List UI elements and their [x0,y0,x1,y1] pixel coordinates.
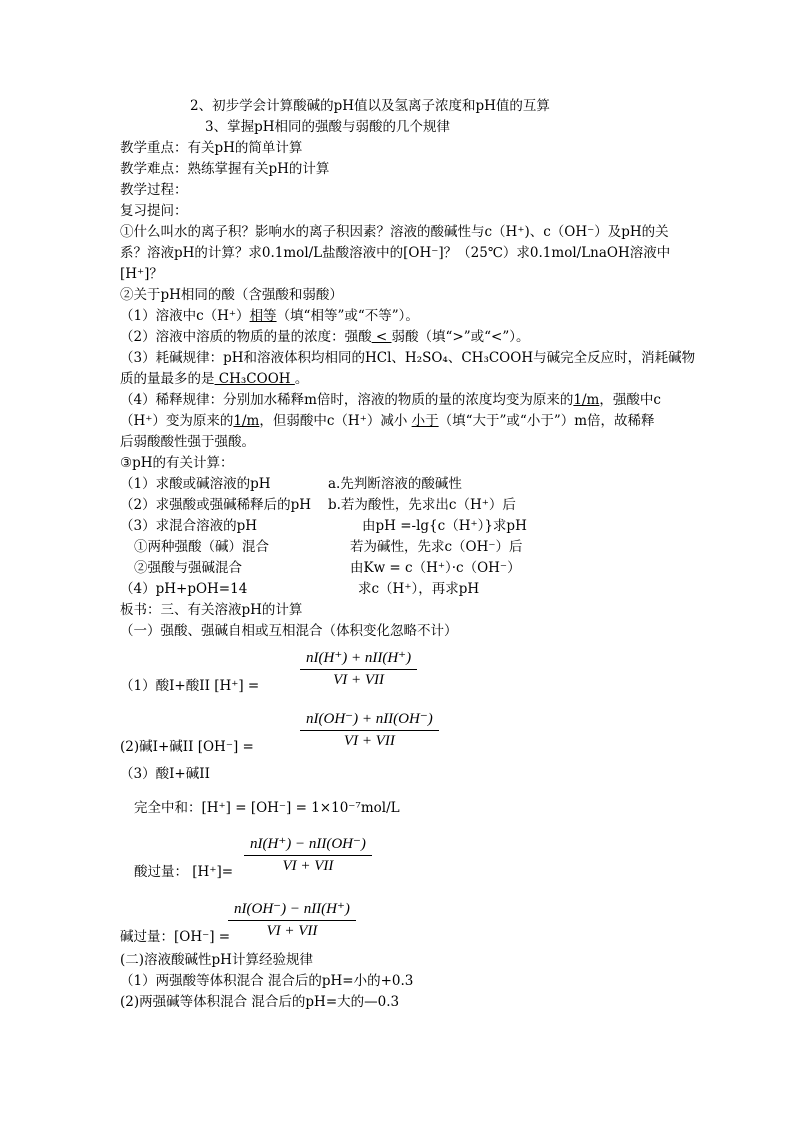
formula-1-label: （1）酸I+酸II [H⁺] = [120,678,260,694]
answer-blank: 小于 [411,413,439,429]
acid-excess-fraction [244,834,372,875]
rule-item-4b [120,411,655,431]
numerator: nI(H⁺) + nII(H⁺) [300,648,417,670]
base-excess-label: 碱过量：[OH⁻] = [120,929,231,945]
text: ，但弱酸中c（H⁺）减小 [259,413,412,429]
empirical-rule-1: （1）两强酸等体积混合 混合后的pH=小的+0.3 [120,973,414,989]
answer-blank: 相等 [249,308,277,324]
text: （4）稀释规律：分别加水稀释m倍时，溶液的物质的量的浓度均变为原来的 [120,392,574,408]
neutralization: 完全中和：[H⁺] = [OH⁻] = 1×10⁻⁷mol/L [134,800,400,816]
answer-blank: 1/m [573,392,600,408]
review-heading: 复习提问： [120,203,188,219]
calc-right-1: a.先判断溶液的酸碱性 [328,476,462,492]
calc-right-3: 由pH =-lg{c（H⁺）}求pH [362,518,527,534]
section-2-heading: (二)溶液酸碱性pH计算经验规律 [120,952,313,968]
denominator: VI + VII [343,733,395,749]
answer-blank: 1/m [233,413,260,429]
process-heading: 教学过程： [120,182,188,198]
text: 。 [294,371,309,387]
calc-left-4: ①两种强酸（碱）混合 [134,539,269,555]
text: （1）溶液中c（H⁺） [120,308,250,324]
rule-item-2 [120,327,529,347]
formula-1-fraction [300,648,417,689]
numerator: nI(OH⁻) + nII(OH⁻) [300,709,439,731]
rule-item-4a [120,390,661,410]
denominator: VI + VII [282,858,334,874]
calc-left-1: （1）求酸或碱溶液的pH [120,476,271,492]
board-heading: 板书：三、有关溶液pH的计算 [120,602,303,618]
text: （填“相等”或“不等”）。 [276,308,419,324]
text: 质的量最多的是 [120,371,215,387]
answer-blank: CH₃COOH [214,371,295,387]
formula-2-fraction [300,709,439,750]
base-excess-fraction [228,899,356,940]
formula-3-label: （3）酸I+碱II [120,766,210,782]
denominator: VI + VII [266,923,318,939]
numerator: nI(OH⁻) − nII(H⁺) [228,899,356,921]
difficulty: 教学难点：熟练掌握有关pH的计算 [120,161,330,177]
denominator: VI + VII [333,672,385,688]
goal-2: 2、初步学会计算酸碱的pH值以及氢离子浓度和pH值的互算 [190,98,550,114]
rule-item-4c: 后弱酸酸性强于强酸。 [120,434,255,450]
acid-excess-label: 酸过量： [H⁺]= [134,864,234,880]
formula-2-label: (2)碱I+碱II [OH⁻] = [120,739,254,755]
goal-3: 3、掌握pH相同的强酸与弱酸的几个规律 [205,119,451,135]
calc-right-6: 求c（H⁺），再求pH [358,581,480,597]
calc-right-4: 若为碱性，先求c（OH⁻）后 [350,539,523,555]
key-point: 教学重点：有关pH的简单计算 [120,140,303,156]
section-1-heading: （一）强酸、强碱自相或互相混合（体积变化忽略不计） [120,623,458,639]
numerator: nI(H⁺) − nII(OH⁻) [244,834,372,856]
rule-item-3a: （3）耗碱规律：pH和溶液体积均相同的HCl、H₂SO₄、CH₃COOH与碱完全反应时，消耗碱物 [120,350,696,366]
calc-left-6: （4）pH+pOH=14 [120,581,248,597]
question-2: ②关于pH相同的酸（含强酸和弱酸） [120,287,343,303]
text: （填“大于”或“小于”）m倍，故稀释 [438,413,655,429]
rule-item-1 [120,306,419,326]
calc-left-5: ②强酸与强碱混合 [134,560,242,576]
answer-blank: < [371,329,392,345]
text: （2）溶液中溶质的物质的量的浓度：强酸 [120,329,372,345]
empirical-rule-2: (2)两强碱等体积混合 混合后的pH=大的—0.3 [120,994,400,1010]
text: （H⁺）变为原来的 [120,413,234,429]
question-1-line-2: 系？溶液pH的计算？求0.1mol/L盐酸溶液中的[OH⁻]？（25℃）求0.1mol/LnaOH溶液中 [120,245,671,261]
text: 弱酸（填“>”或“<”）。 [391,329,530,345]
question-1-line-3: [H⁺]？ [120,266,163,282]
text: ，强酸中c [599,392,661,408]
question-3: ③pH的有关计算： [120,455,234,471]
rule-item-3b [120,369,308,389]
calc-left-3: （3）求混合溶液的pH [120,518,258,534]
calc-right-5: 由Kw = c（H⁺）·c（OH⁻） [350,560,521,576]
calc-right-2: b.若为酸性，先求出c（H⁺）后 [328,497,516,513]
calc-left-2: （2）求强酸或强碱稀释后的pH [120,497,312,513]
question-1-line-1: ①什么叫水的离子积？影响水的离子积因素？溶液的酸碱性与c（H⁺)、c（OH⁻）及pH的关 [120,224,669,240]
